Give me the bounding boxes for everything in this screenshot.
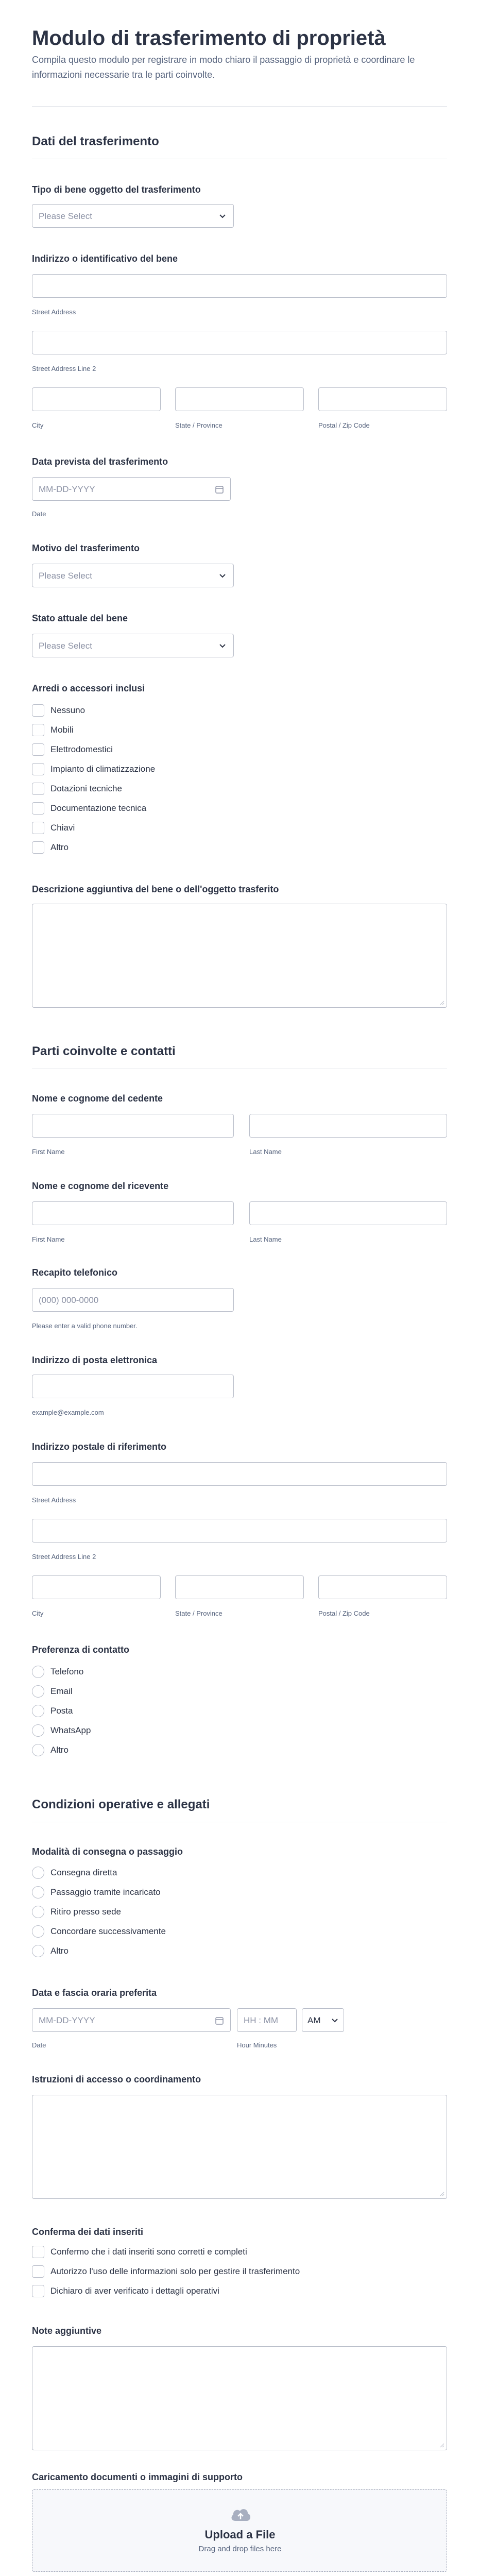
accessory-option[interactable]: Impianto di climatizzazione <box>32 762 155 776</box>
expected-date-input[interactable] <box>32 477 231 501</box>
expected-date-label: Data prevista del trasferimento <box>32 456 168 467</box>
asset-type-select[interactable] <box>32 204 234 228</box>
email-input[interactable] <box>32 1375 234 1398</box>
buyer-last-name-input[interactable] <box>249 1201 447 1225</box>
contact-option[interactable]: Email <box>32 1685 73 1698</box>
phone-placeholder: (000) 000-0000 <box>39 1295 99 1305</box>
access-label: Istruzioni di accesso o coordinamento <box>32 2074 201 2084</box>
resize-grip-icon[interactable] <box>439 2191 444 2196</box>
email-hint: example@example.com <box>32 1409 104 1416</box>
condition-placeholder: Please Select <box>39 641 92 651</box>
slot-time-sublabel: Hour Minutes <box>237 2041 277 2049</box>
delivery-mode-label: Modalità di consegna o passaggio <box>32 1846 183 1857</box>
seller-name-label: Nome e cognome del cedente <box>32 1093 163 1104</box>
buyer-last-sublabel: Last Name <box>249 1235 282 1243</box>
delivery-option[interactable]: Concordare successivamente <box>32 1925 166 1938</box>
upload-title: Upload a File <box>204 2528 276 2541</box>
contact-option[interactable]: Altro <box>32 1743 69 1757</box>
chevron-down-icon <box>219 212 226 219</box>
description-label: Descrizione aggiuntiva del bene o dell'oggetto trasferito <box>32 884 279 894</box>
seller-first-sublabel: First Name <box>32 1148 65 1156</box>
asset-street2-sublabel: Street Address Line 2 <box>32 365 96 372</box>
asset-street-sublabel: Street Address <box>32 308 76 316</box>
seller-last-name-input[interactable] <box>249 1114 447 1138</box>
postal-street2-input[interactable] <box>32 1519 447 1543</box>
asset-street2-input[interactable] <box>32 331 447 354</box>
accessory-option[interactable]: Documentazione tecnica <box>32 802 146 815</box>
seller-last-sublabel: Last Name <box>249 1148 282 1156</box>
slot-date-sublabel: Date <box>32 2041 46 2049</box>
accessories-label: Arredi o accessori inclusi <box>32 683 145 693</box>
confirm-option[interactable]: Confermo che i dati inseriti sono corretti e completi <box>32 2245 247 2259</box>
radio[interactable] <box>32 1867 44 1879</box>
phone-hint: Please enter a valid phone number. <box>32 1322 138 1330</box>
file-upload-dropzone[interactable] <box>32 2489 447 2572</box>
asset-type-placeholder: Please Select <box>39 211 92 221</box>
section-title-parties: Parti coinvolte e contatti <box>32 1044 176 1058</box>
radio[interactable] <box>32 1925 44 1938</box>
confirm-option[interactable]: Dichiaro di aver verificato i dettagli operativi <box>32 2284 219 2298</box>
postal-street-input[interactable] <box>32 1462 447 1486</box>
contact-option[interactable]: Telefono <box>32 1665 83 1679</box>
checkbox[interactable] <box>32 724 44 736</box>
asset-state-input[interactable] <box>175 387 304 411</box>
section-title-transfer: Dati del trasferimento <box>32 134 159 148</box>
accessory-option[interactable]: Elettrodomestici <box>32 743 113 756</box>
expected-date-placeholder: MM-DD-YYYY <box>39 484 95 494</box>
postal-state-sublabel: State / Province <box>175 1609 223 1617</box>
checkbox[interactable] <box>32 2265 44 2278</box>
postal-city-sublabel: City <box>32 1609 44 1617</box>
accessory-option[interactable]: Dotazioni tecniche <box>32 782 122 795</box>
description-textarea[interactable] <box>32 904 447 1008</box>
checkbox[interactable] <box>32 743 44 756</box>
checkbox[interactable] <box>32 841 44 854</box>
asset-state-sublabel: State / Province <box>175 421 223 429</box>
cloud-upload-icon <box>229 2506 252 2523</box>
reason-placeholder: Please Select <box>39 571 92 581</box>
calendar-icon[interactable] <box>215 2016 224 2025</box>
slot-label: Data e fascia oraria preferita <box>32 1988 157 1998</box>
form-subtitle: Compila questo modulo per registrare in modo chiaro il passaggio di proprietà e coordinare le informazioni necessarie tra le parti coinvolte. <box>32 55 415 80</box>
buyer-name-label: Nome e cognome del ricevente <box>32 1181 169 1191</box>
checkbox[interactable] <box>32 802 44 815</box>
form-title: Modulo di trasferimento di proprietà <box>32 27 386 49</box>
resize-grip-icon[interactable] <box>439 2443 444 2448</box>
upload-label: Caricamento documenti o immagini di supporto <box>32 2472 243 2482</box>
postal-zip-input[interactable] <box>318 1575 447 1599</box>
delivery-option[interactable]: Consegna diretta <box>32 1866 117 1879</box>
postal-city-input[interactable] <box>32 1575 161 1599</box>
checkbox[interactable] <box>32 822 44 834</box>
chevron-down-icon <box>219 572 226 579</box>
seller-first-name-input[interactable] <box>32 1114 234 1138</box>
slot-date-input[interactable] <box>32 2008 231 2032</box>
asset-city-input[interactable] <box>32 387 161 411</box>
checkbox[interactable] <box>32 763 44 775</box>
accessory-option[interactable]: Nessuno <box>32 704 85 717</box>
phone-label: Recapito telefonico <box>32 1267 118 1278</box>
form-header <box>0 0 479 82</box>
notes-label: Note aggiuntive <box>32 2326 102 2336</box>
checkbox[interactable] <box>32 783 44 795</box>
postal-address-label: Indirizzo postale di riferimento <box>32 1442 167 1452</box>
radio[interactable] <box>32 1685 44 1698</box>
delivery-option[interactable]: Ritiro presso sede <box>32 1905 121 1919</box>
radio[interactable] <box>32 1666 44 1678</box>
resize-grip-icon[interactable] <box>439 1000 444 1005</box>
asset-type-label: Tipo di bene oggetto del trasferimento <box>32 184 201 195</box>
postal-zip-sublabel: Postal / Zip Code <box>318 1609 370 1617</box>
ampm-value: AM <box>307 2015 321 2025</box>
asset-street-input[interactable] <box>32 274 447 298</box>
slot-ampm-select[interactable] <box>302 2008 344 2032</box>
radio[interactable] <box>32 1744 44 1756</box>
contact-option[interactable]: WhatsApp <box>32 1724 91 1737</box>
buyer-first-name-input[interactable] <box>32 1201 234 1225</box>
access-textarea[interactable] <box>32 2095 447 2199</box>
notes-textarea[interactable] <box>32 2346 447 2450</box>
chevron-down-icon <box>331 2016 338 2024</box>
email-label: Indirizzo di posta elettronica <box>32 1355 158 1365</box>
radio[interactable] <box>32 1724 44 1737</box>
section-title-conditions: Condizioni operative e allegati <box>32 1798 210 1811</box>
accessory-option[interactable]: Chiavi <box>32 821 75 835</box>
reason-select[interactable] <box>32 564 234 587</box>
asset-postal-input[interactable] <box>318 387 447 411</box>
radio[interactable] <box>32 1945 44 1957</box>
header-divider <box>32 106 447 107</box>
radio[interactable] <box>32 1886 44 1899</box>
confirm-label: Conferma dei dati inseriti <box>32 2227 144 2237</box>
condition-select[interactable] <box>32 634 234 657</box>
confirm-option[interactable]: Autorizzo l'uso delle informazioni solo per gestire il trasferimento <box>32 2265 300 2278</box>
slot-time-input[interactable] <box>237 2008 297 2032</box>
checkbox[interactable] <box>32 704 44 717</box>
asset-address-label: Indirizzo o identificativo del bene <box>32 253 178 264</box>
radio[interactable] <box>32 1705 44 1717</box>
condition-label: Stato attuale del bene <box>32 613 128 623</box>
checkbox[interactable] <box>32 2246 44 2258</box>
contact-pref-label: Preferenza di contatto <box>32 1645 130 1655</box>
postal-street-sublabel: Street Address <box>32 1496 76 1504</box>
accessory-option[interactable]: Mobili <box>32 723 73 737</box>
postal-street2-sublabel: Street Address Line 2 <box>32 1553 96 1561</box>
chevron-down-icon <box>219 642 226 649</box>
delivery-option[interactable]: Passaggio tramite incaricato <box>32 1886 161 1899</box>
radio[interactable] <box>32 1906 44 1918</box>
reason-label: Motivo del trasferimento <box>32 543 140 553</box>
asset-postal-sublabel: Postal / Zip Code <box>318 421 370 429</box>
phone-input[interactable] <box>32 1288 234 1312</box>
slot-time-placeholder: HH : MM <box>244 2015 279 2025</box>
upload-subtitle: Drag and drop files here <box>198 2545 282 2553</box>
accessory-option[interactable]: Altro <box>32 841 69 854</box>
expected-date-sublabel: Date <box>32 510 46 518</box>
slot-date-placeholder: MM-DD-YYYY <box>39 2015 95 2025</box>
delivery-option[interactable]: Altro <box>32 1944 69 1958</box>
contact-option[interactable]: Posta <box>32 1704 73 1718</box>
checkbox[interactable] <box>32 2285 44 2297</box>
buyer-first-sublabel: First Name <box>32 1235 65 1243</box>
calendar-icon[interactable] <box>215 485 224 494</box>
postal-state-input[interactable] <box>175 1575 304 1599</box>
asset-city-sublabel: City <box>32 421 44 429</box>
